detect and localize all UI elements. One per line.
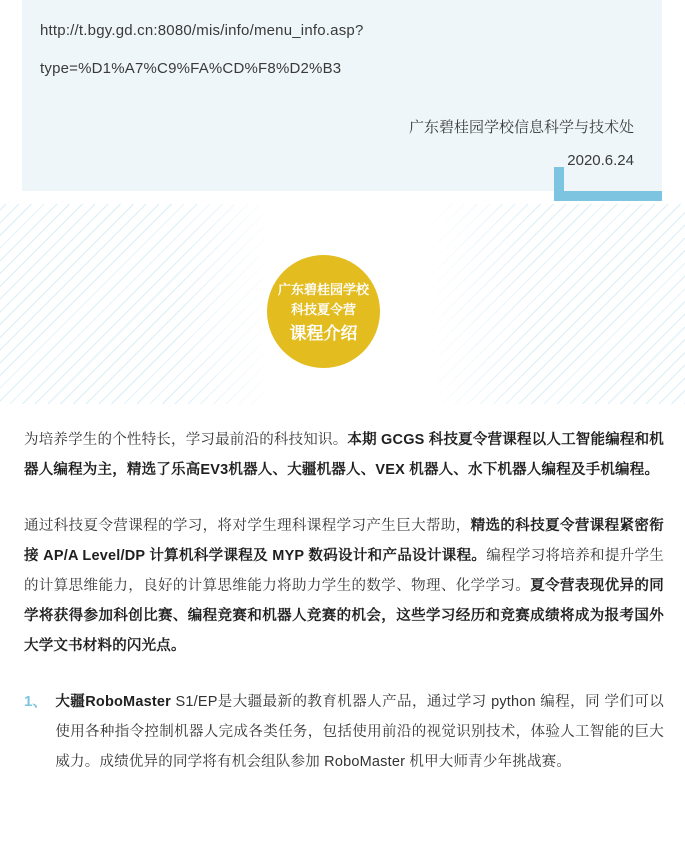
badge-line-1: 广东碧桂园学校 <box>277 281 369 297</box>
paragraph-2-text-normal-1: 通过科技夏令营课程的学习，将对学生理科课程学习产生巨大帮助， <box>24 518 471 534</box>
article-body <box>24 425 664 777</box>
paragraph-2-text-bold-2: 夏令营表现优异的同学将获得参加科创比赛、编程竞赛和机器人竞赛的机会，这些学习经历和竞赛成绩将成为报考国外大学文书材料的闪光点。 <box>24 578 664 654</box>
paragraph-1 <box>24 425 664 485</box>
list-item-title: 大疆RoboMaster <box>55 694 171 710</box>
paragraph-1-text-normal: 为培养学生的个性特长，学习最前沿的科技知识。 <box>24 432 348 448</box>
url-line-1[interactable]: http://t.bgy.gd.cn:8080/mis/info/menu_info.asp? <box>40 22 364 39</box>
badge-line-3: 课程介绍 <box>289 323 358 343</box>
panel-corner-accent-horizontal <box>554 191 662 201</box>
url-line-2[interactable]: type=%D1%A7%C9%FA%CD%F8%D2%B3 <box>40 60 342 77</box>
organization-signature: 广东碧桂园学校信息科学与技术处 <box>408 119 634 136</box>
course-intro-badge <box>267 255 380 368</box>
list-item-description: S1/EP是大疆最新的教育机器人产品，通过学习 python 编程，同 学们可以使用各种指令控制机器人完成各类任务，包括使用前沿的视觉识别技术，体验人工智能的巨大威力。成绩优异的同学将有机会组队参加 RoboMaster 机甲大师青少年挑战赛。 <box>55 694 664 770</box>
paragraph-2 <box>24 511 664 661</box>
signature-date: 2020.6.24 <box>567 152 634 169</box>
list-item-number: 1、 <box>24 693 48 710</box>
paragraph-2-text-normal-2: 编程学习将培养和提升学生的计算思维能力，良好的计算思维能力将助力学生的数学、物理、化学学习。 <box>24 548 665 594</box>
list-item-body <box>55 687 664 777</box>
badge-line-2: 科技夏令营 <box>290 301 356 317</box>
panel-corner-accent-vertical <box>554 167 564 201</box>
header-info-panel <box>22 0 662 191</box>
list-item <box>24 687 664 777</box>
paragraph-2-text-bold-1: 精选的科技夏令营课程紧密衔接 AP/A Level/DP 计算机科学课程及 MYP 数码设计和产品设计课程。 <box>24 518 664 564</box>
paragraph-1-text-bold: 本期 GCGS 科技夏令营课程以人工智能编程和机器人编程为主，精选了乐高EV3机器人、大疆机器人、VEX 机器人、水下机器人编程及手机编程。 <box>24 432 664 478</box>
